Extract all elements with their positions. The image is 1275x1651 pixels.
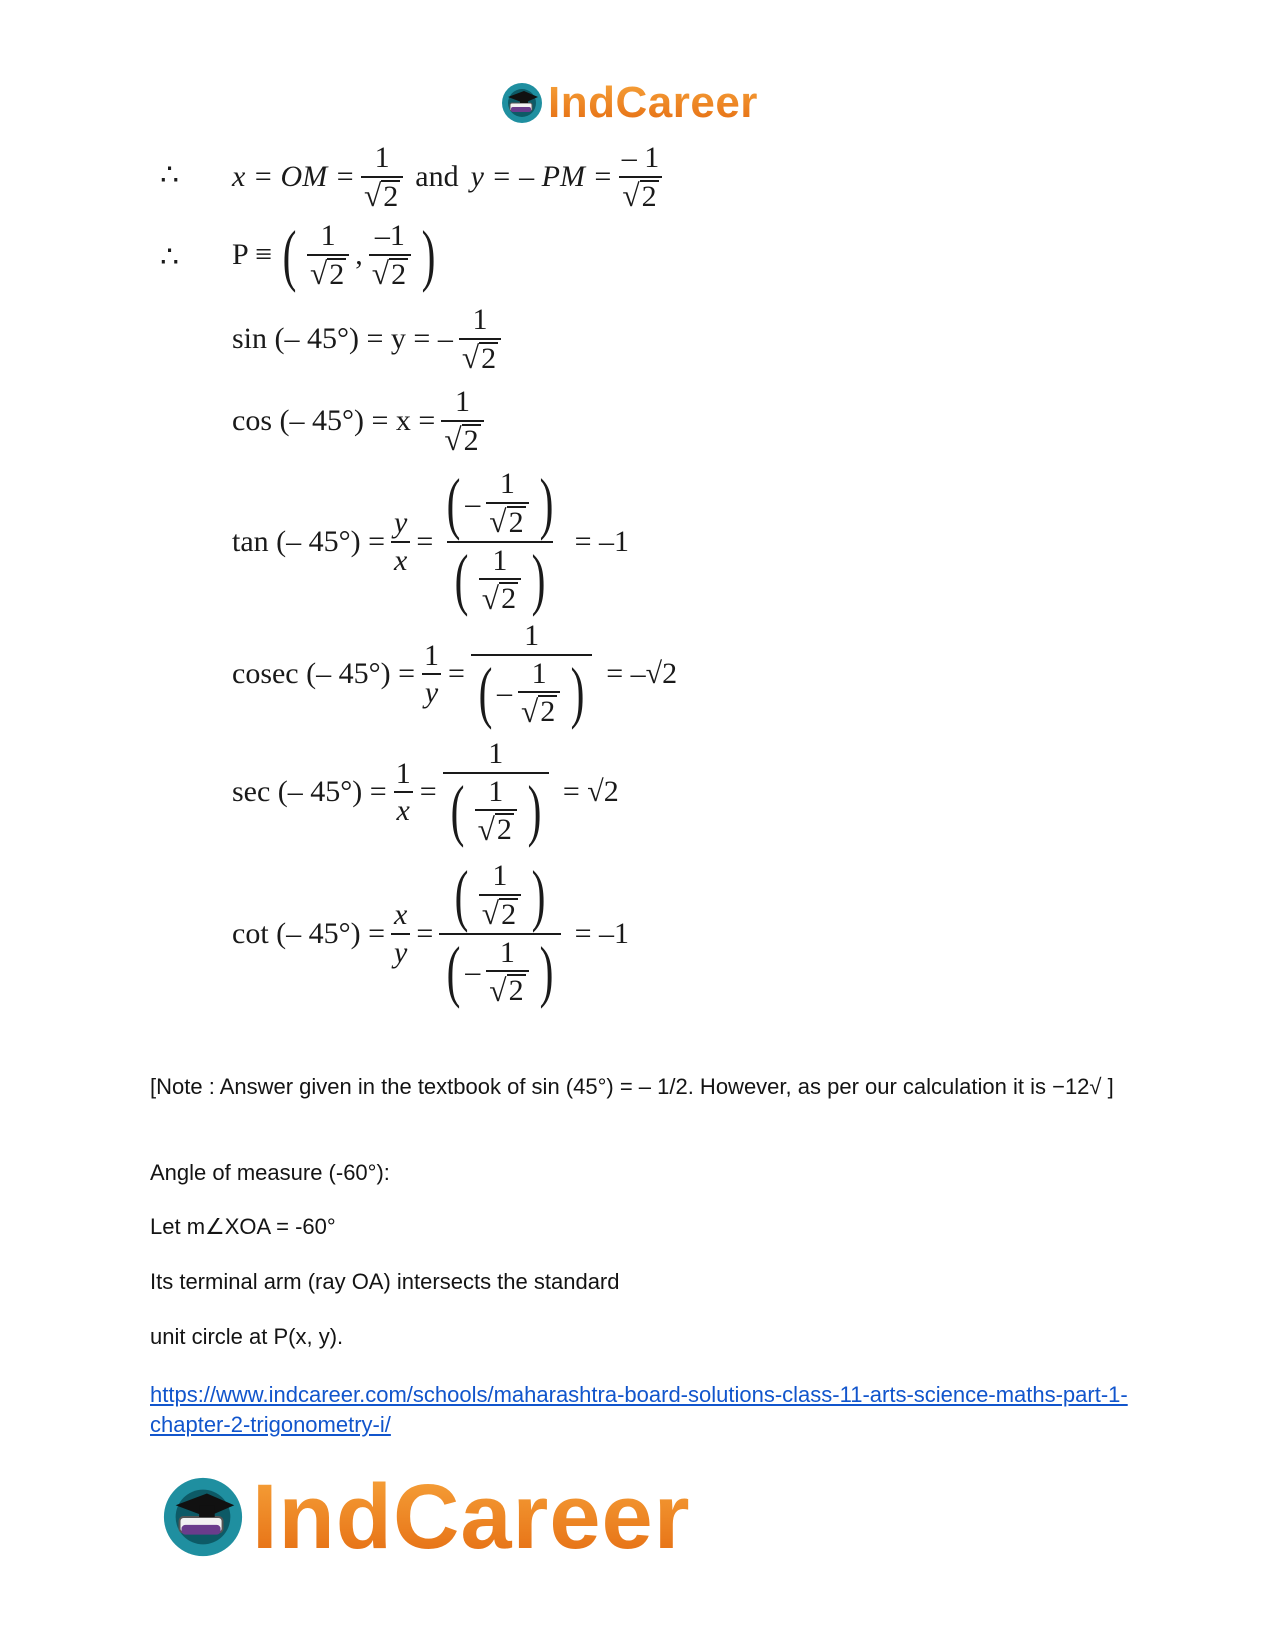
equation-tan	[232, 464, 629, 618]
radicand: 2	[481, 341, 497, 375]
equation-result: = √2	[562, 775, 619, 808]
numerator: 1	[488, 737, 504, 770]
and-word: and	[415, 160, 459, 194]
equation-point-p: P ≡ ( 1 √ 2 , –1 √ 2 )	[232, 216, 436, 293]
numerator: 1	[531, 656, 547, 690]
denominator: √ 2	[518, 691, 560, 728]
equation-text: sin (– 45°) = y = –	[232, 322, 453, 356]
minus-sign: –	[496, 676, 512, 709]
minus-sign: –	[465, 486, 481, 520]
equation-text: cosec (– 45°) =	[232, 657, 416, 690]
equation-cos	[232, 386, 490, 457]
denominator: √ 2	[361, 176, 403, 213]
fraction	[441, 386, 483, 457]
radicand: 2	[501, 897, 517, 931]
equation-sin	[232, 304, 507, 375]
radicand: 2	[383, 179, 399, 213]
compound-fraction	[439, 856, 560, 1010]
fraction	[361, 142, 403, 213]
equation-result: = –√2	[606, 657, 678, 690]
compound-fraction	[471, 619, 592, 731]
denominator: √ 2	[479, 894, 521, 931]
denominator: ( 1 √ 2 )	[443, 772, 549, 847]
denominator: √ 2	[486, 502, 528, 539]
numerator: 1	[395, 756, 411, 790]
numerator: 1	[320, 219, 336, 252]
denominator: x	[391, 541, 410, 577]
numerator: – 1	[621, 141, 660, 174]
equation-result: = –1	[574, 916, 629, 950]
let-statement: Let m∠XOA = -60°	[150, 1214, 336, 1239]
fraction	[486, 937, 528, 1008]
compound-fraction	[439, 464, 560, 618]
numerator: 1	[424, 638, 440, 672]
denominator: √ 2	[307, 254, 349, 291]
denominator: √ 2	[459, 338, 501, 375]
fraction	[307, 220, 349, 291]
equation-text: y = – PM =	[470, 160, 613, 194]
denominator: √ 2	[486, 970, 528, 1007]
denominator: √ 2	[441, 420, 483, 457]
denominator: ( – 1 √ 2 )	[439, 933, 560, 1008]
fraction	[479, 545, 521, 616]
fraction	[391, 899, 410, 968]
radicand: 2	[540, 695, 556, 728]
equation-text: cos (– 45°) = x =	[232, 404, 436, 438]
denominator: y	[422, 673, 441, 709]
fraction	[393, 758, 414, 827]
note-paragraph: [Note : Answer given in the textbook of sin (45°) = – 1/2. However, as per our calculation it is −12√ ]	[150, 1074, 1114, 1099]
equation-text: tan (– 45°) =	[232, 524, 386, 558]
compound-fraction	[443, 737, 549, 849]
radicand: 2	[501, 582, 517, 615]
numerator: 1	[488, 774, 504, 808]
fraction	[391, 507, 410, 576]
denominator: ( 1 √ 2 )	[447, 541, 553, 616]
equals-sign: =	[416, 524, 434, 558]
fraction	[486, 468, 528, 539]
equation-sec	[232, 737, 619, 849]
equation-coordinates	[232, 142, 668, 213]
numerator: 1	[499, 935, 515, 969]
equals-sign: =	[448, 657, 465, 690]
radicand: 2	[641, 179, 657, 213]
angle-heading: Angle of measure (-60°):	[150, 1160, 390, 1185]
radicand: 2	[508, 974, 524, 1007]
denominator: ( – 1 √ 2 )	[471, 654, 592, 729]
denominator: √ 2	[475, 809, 517, 846]
fraction	[619, 142, 663, 213]
equation-text: x = OM =	[232, 160, 355, 194]
denominator: y	[391, 933, 410, 969]
denominator: x	[394, 791, 413, 827]
equation-text: cot (– 45°) =	[232, 916, 386, 950]
source-link[interactable]: https://www.indcareer.com/schools/maharashtra-board-solutions-class-11-arts-science-maths-part-1-chapter-2-trigonometry-i/	[150, 1382, 1128, 1437]
minus-sign: –	[465, 955, 481, 988]
numerator: y	[394, 506, 408, 539]
logo-text: IndCareer	[548, 78, 758, 127]
radicand: 2	[508, 505, 524, 539]
numerator: ( – 1 √ 2 )	[446, 464, 553, 541]
numerator: 1	[454, 385, 470, 418]
fraction	[369, 220, 411, 291]
numerator: x	[394, 898, 408, 931]
denominator: √ 2	[369, 254, 411, 291]
radicand: 2	[496, 813, 512, 846]
graduation-cap-book-icon	[160, 1474, 246, 1560]
fraction	[459, 304, 501, 375]
therefore-symbol: ∴	[160, 159, 180, 192]
radicand: 2	[391, 257, 407, 291]
numerator: 1	[472, 303, 488, 336]
equation-text: P ≡	[232, 238, 272, 272]
fraction	[518, 658, 560, 729]
numerator: 1	[524, 619, 540, 652]
numerator: 1	[492, 543, 508, 577]
fraction	[475, 776, 517, 847]
therefore-symbol: ∴	[160, 241, 180, 274]
indcareer-logo-bottom	[160, 1466, 691, 1568]
unit-circle-text: unit circle at P(x, y).	[150, 1324, 344, 1349]
fraction	[479, 860, 521, 931]
terminal-arm-text: Its terminal arm (ray OA) intersects the standard	[150, 1269, 620, 1294]
equation-text: sec (– 45°) =	[232, 775, 387, 808]
radicand: 2	[329, 257, 345, 291]
equation-result: = –1	[574, 524, 629, 558]
fraction	[421, 640, 442, 709]
source-link-wrap	[150, 1380, 1130, 1440]
denominator: √ 2	[619, 176, 661, 213]
equals-sign: =	[416, 916, 434, 950]
numerator: 1	[499, 467, 515, 500]
numerator: 1	[492, 859, 508, 892]
equals-sign: =	[419, 775, 437, 808]
numerator: –1	[374, 219, 405, 252]
equation-cosec	[232, 619, 678, 731]
numerator: ( 1 √ 2 )	[454, 856, 546, 933]
equation-cot	[232, 856, 629, 1010]
radicand: 2	[463, 423, 479, 457]
denominator: √ 2	[479, 578, 521, 615]
numerator: 1	[374, 141, 390, 174]
logo-text: IndCareer	[252, 1466, 691, 1568]
